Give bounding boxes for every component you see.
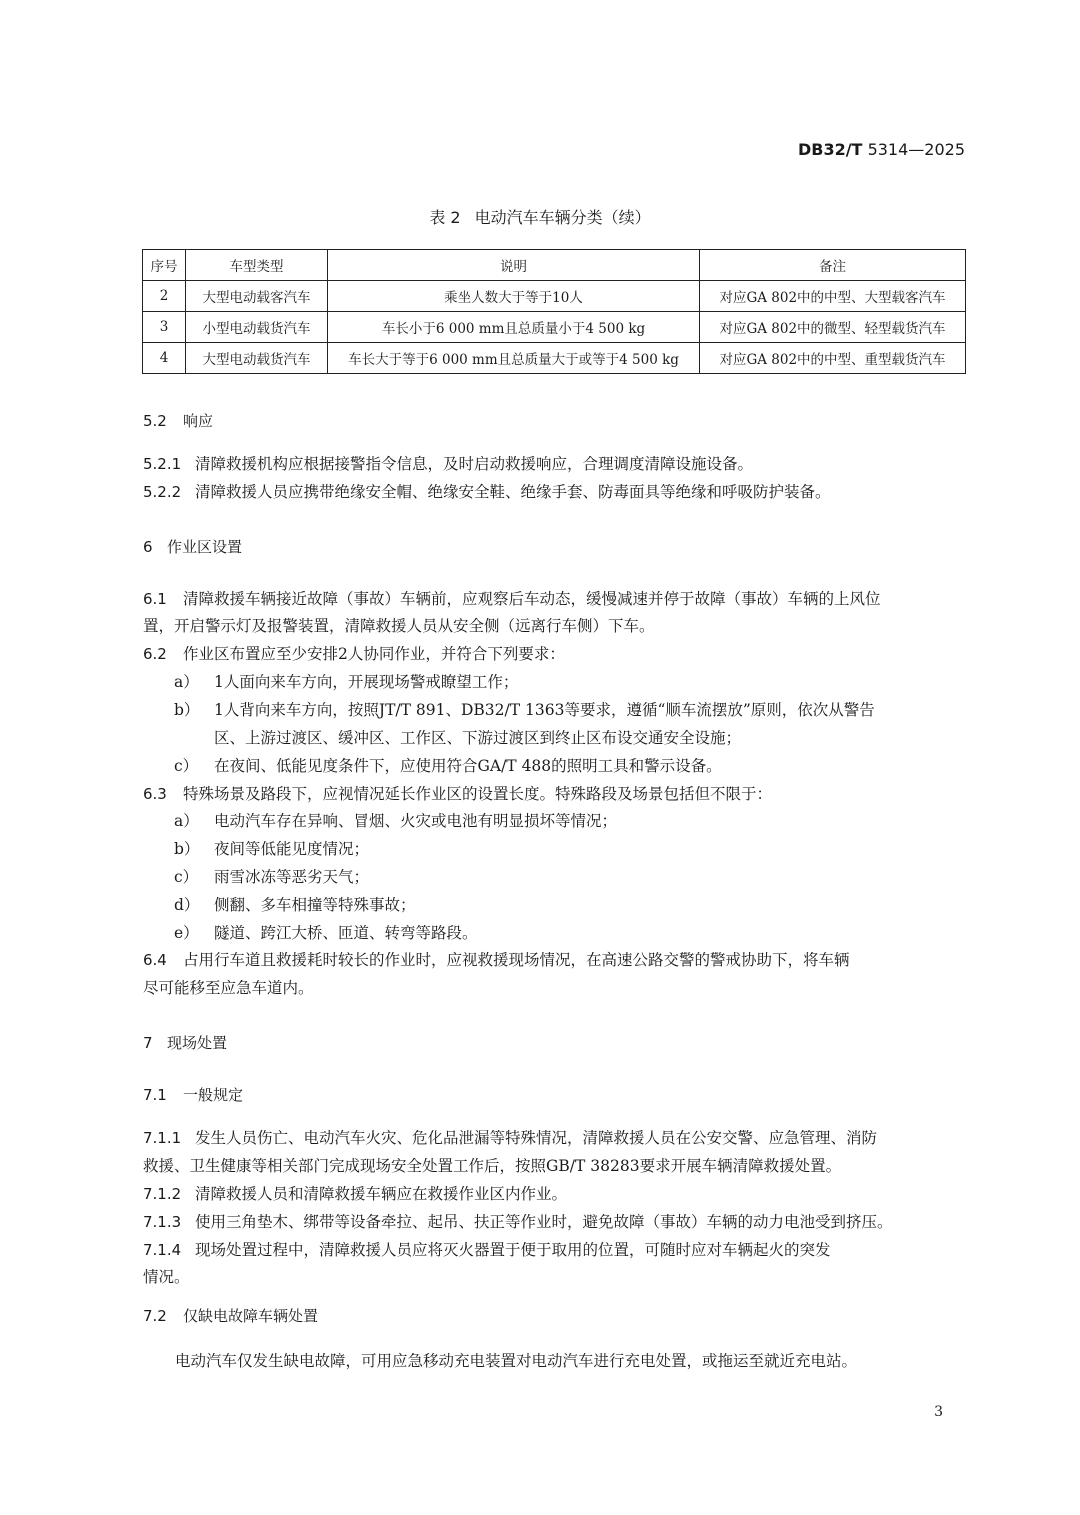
table-cell: 车长大于等于6 000 mm且总质量大于或等于4 500 kg — [328, 343, 700, 374]
list-item: c） 在夜间、低能见度条件下，应使用符合GA/T 488的照明工具和警示设备。 — [174, 757, 722, 775]
table-cell: 2 — [143, 281, 186, 312]
table-cell: 4 — [143, 343, 186, 374]
standard-code-prefix: DB32/T — [797, 140, 863, 159]
list-item: a） 1人面向来车方向，开展现场警戒瞭望工作； — [174, 673, 519, 691]
section-heading-6: 6 作业区设置 — [143, 538, 243, 556]
clause-7-1-1-cont: 救援、卫生健康等相关部门完成现场安全处置工作后，按照GB/T 38283要求开展车辆清障救援处置。 — [143, 1157, 842, 1175]
clause-7-1-3: 7.1.3 使用三角垫木、绑带等设备牵拉、起吊、扶正等作业时，避免故障（事故）车辆的动力电池受到挤压。 — [143, 1213, 893, 1231]
paragraph-7-2: 电动汽车仅发生缺电故障，可用应急移动充电装置对电动汽车进行充电处置，或拖运至就近充电站。 — [175, 1352, 858, 1370]
column-header: 备注 — [700, 250, 966, 281]
table-cell: 大型电动载客汽车 — [186, 281, 328, 312]
clause-5-2-1: 5.2.1 清障救援机构应根据接警指令信息，及时启动救援响应，合理调度清障设施设备。 — [143, 455, 754, 473]
clause-6-1-cont: 置，开启警示灯及报警装置，清障救援人员从安全侧（远离行车侧）下车。 — [143, 617, 655, 635]
section-heading-5-2: 5.2 响应 — [143, 412, 214, 430]
table-caption-label: 表 2 — [429, 208, 461, 227]
clause-6-4: 6.4 占用行车道且救援耗时较长的作业时，应视救援现场情况，在高速公路交警的警戒协助下，将车辆 — [143, 951, 850, 969]
list-item-cont: 区、上游过渡区、缓冲区、工作区、下游过渡区到终止区布设交通安全设施； — [214, 729, 742, 747]
table-cell: 对应GA 802中的中型、重型载货汽车 — [700, 343, 966, 374]
clause-5-2-2: 5.2.2 清障救援人员应携带绝缘安全帽、绝缘安全鞋、绝缘手套、防毒面具等绝缘和呼吸防护装备。 — [143, 483, 831, 501]
clause-6-3: 6.3 特殊场景及路段下，应视情况延长作业区的设置长度。特殊路段及场景包括但不限于： — [143, 785, 773, 803]
list-item: e） 隧道、跨江大桥、匝道、转弯等路段。 — [174, 924, 478, 942]
section-heading-7: 7 现场处置 — [143, 1034, 228, 1052]
list-item: c） 雨雪冰冻等恶劣天气； — [174, 868, 370, 886]
table-row — [143, 343, 966, 374]
clause-6-4-cont: 尽可能移至应急车道内。 — [143, 979, 314, 997]
vehicle-classification-table — [142, 249, 966, 374]
clause-7-1-4-cont: 情况。 — [143, 1268, 190, 1286]
clause-6-2: 6.2 作业区布置应至少安排2人协同作业，并符合下列要求： — [143, 645, 565, 663]
list-item: a） 电动汽车存在异响、冒烟、火灾或电池有明显损坏等情况； — [174, 812, 618, 830]
table-cell: 乘坐人数大于等于10人 — [328, 281, 700, 312]
table-cell: 3 — [143, 312, 186, 343]
table-header-row — [143, 250, 966, 281]
clause-7-1-4: 7.1.4 现场处置过程中，清障救援人员应将灭火器置于便于取用的位置，可随时应对车辆起火的突发 — [143, 1241, 831, 1259]
clause-7-1-2: 7.1.2 清障救援人员和清障救援车辆应在救援作业区内作业。 — [143, 1185, 568, 1203]
table-cell: 对应GA 802中的微型、轻型载货汽车 — [700, 312, 966, 343]
clause-6-1: 6.1 清障救援车辆接近故障（事故）车辆前，应观察后车动态，缓慢减速并停于故障（事故）车辆的上风位 — [143, 590, 881, 608]
table-cell: 大型电动载货汽车 — [186, 343, 328, 374]
table-caption — [0, 205, 1080, 228]
column-header: 车型类型 — [186, 250, 328, 281]
table-row — [143, 281, 966, 312]
list-item: b） 夜间等低能见度情况； — [174, 840, 370, 858]
table-cell: 对应GA 802中的中型、大型载客汽车 — [700, 281, 966, 312]
table-cell: 小型电动载货汽车 — [186, 312, 328, 343]
table-cell: 车长小于6 000 mm且总质量小于4 500 kg — [328, 312, 700, 343]
section-heading-7-1: 7.1 一般规定 — [143, 1086, 244, 1104]
page-number: 3 — [934, 1404, 943, 1420]
list-item: d） 侧翻、多车相撞等特殊事故； — [174, 896, 416, 914]
list-item: b） 1人背向来车方向，按照JT/T 891、DB32/T 1363等要求，遵循“顺车流摆放”原则，依次从警告 — [174, 701, 875, 719]
clause-7-1-1: 7.1.1 发生人员伤亡、电动汽车火灾、危化品泄漏等特殊情况，清障救援人员在公安交警、应急管理、消防 — [143, 1129, 878, 1147]
column-header: 说明 — [328, 250, 700, 281]
standard-code — [798, 140, 965, 159]
section-heading-7-2: 7.2 仅缺电故障车辆处置 — [143, 1307, 319, 1325]
standard-code-number: 5314—2025 — [867, 140, 965, 159]
column-header: 序号 — [143, 250, 186, 281]
table-caption-title: 电动汽车车辆分类（续） — [474, 208, 651, 227]
table-row — [143, 312, 966, 343]
